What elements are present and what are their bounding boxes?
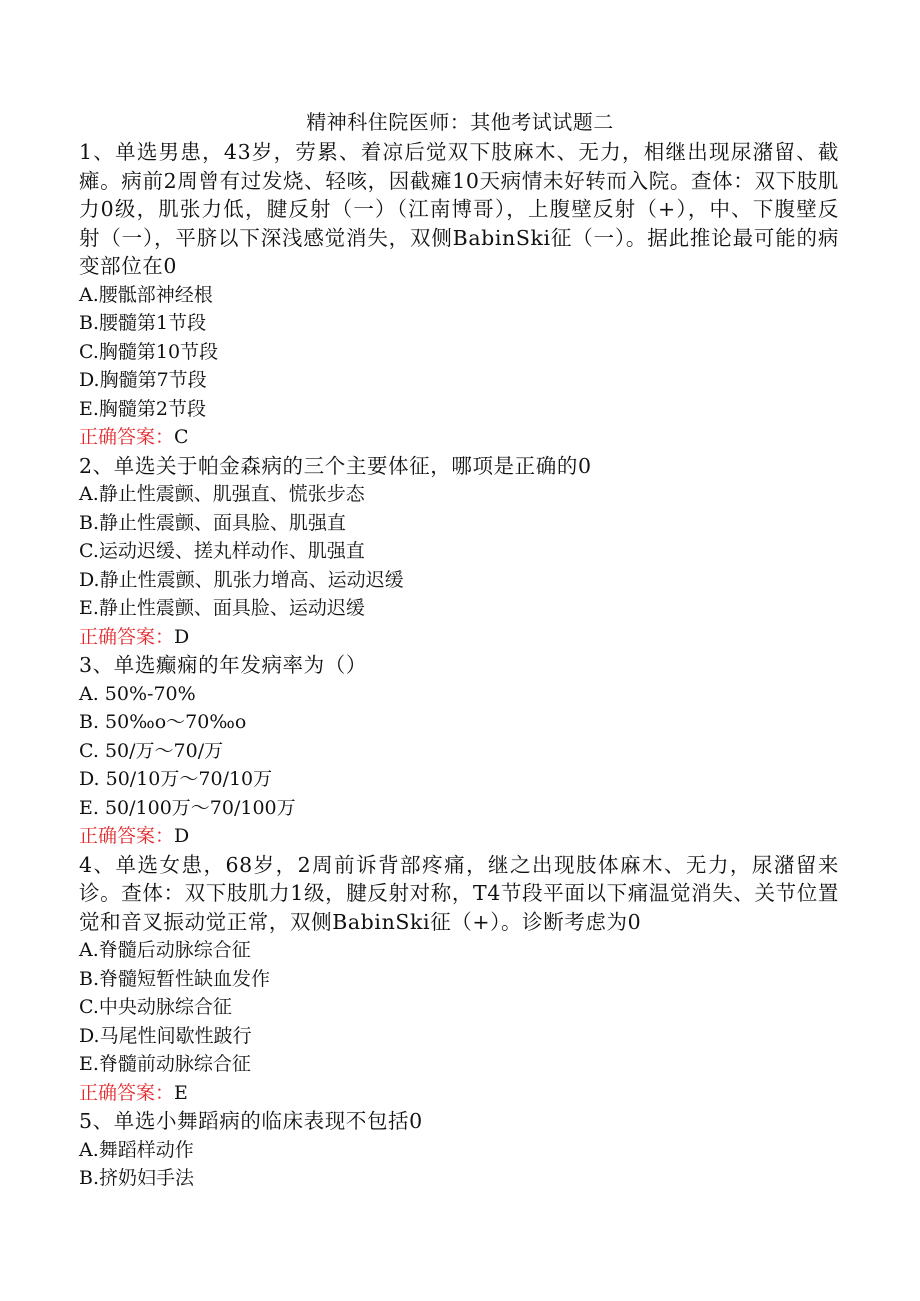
option-c: C. 50/万～70/万 — [79, 739, 224, 762]
question-1 — [79, 138, 839, 452]
answer-label: 正确答案： — [79, 1081, 175, 1104]
option-e: E.胸髓第2节段 — [79, 397, 206, 420]
answer-label: 正确答案： — [79, 825, 175, 847]
option-b: B. 50‰o～70‰o — [79, 711, 247, 733]
answer-value: D — [174, 825, 190, 847]
option-e: E.脊髓前动脉综合征 — [79, 1053, 251, 1075]
option-b: B.脊髓短暂性缺血发作 — [79, 967, 271, 990]
answer-value: C — [174, 426, 189, 448]
option-a: A.脊髓后动脉综合征 — [79, 939, 251, 961]
question-stem: 3、单选癫痫的年发病率为（） — [79, 653, 367, 677]
option-a: A. 50%-70% — [79, 682, 196, 705]
option-d: D. 50/10万～70/10万 — [79, 768, 273, 790]
option-c: C.中央动脉综合征 — [79, 996, 232, 1018]
question-stem: 4、单选女患，68岁，2周前诉背部疼痛，继之出现肢体麻木、无力，尿潴留来诊。查体：双下肢肌力1级，腱反射对称，T4节段平面以下痛温觉消失、关节位置觉和音叉振动觉正常，双侧BabinSki征（+）。诊断考虑为0 — [79, 852, 839, 934]
option-d: D.胸髓第7节段 — [79, 369, 207, 391]
option-c: C.胸髓第10节段 — [79, 340, 219, 363]
answer-label: 正确答案： — [79, 426, 175, 448]
question-4 — [79, 851, 839, 1108]
correct-answer — [79, 1079, 839, 1108]
option-d: D.静止性震颤、肌张力增高、运动迟缓 — [79, 568, 404, 591]
document-title: 精神科住院医师：其他考试试题二 — [306, 110, 614, 134]
answer-value: E — [174, 1081, 188, 1104]
option-b: B.腰髓第1节段 — [79, 312, 207, 334]
option-a: A.腰骶部神经根 — [79, 283, 213, 306]
question-stem: 1、单选男患，43岁，劳累、着凉后觉双下肢麻木、无力，相继出现尿潴留、截瘫。病前2周曾有过发烧、轻咳，因截瘫10天病情未好转而入院。查体：双下肢肌力0级，肌张力低，腱反射（一）（江南博哥），上腹壁反射（+），中、下腹壁反射（一），平脐以下深浅感觉消失，双侧BabinSki征（一）。据此推论最可能的病变部位在0 — [79, 140, 839, 278]
option-e: E.静止性震颤、面具脸、运动迟缓 — [79, 597, 365, 619]
answer-label: 正确答案： — [79, 625, 175, 648]
correct-answer — [79, 623, 839, 652]
question-stem: 5、单选小舞蹈病的临床表现不包括0 — [79, 1109, 423, 1133]
question-3 — [79, 651, 839, 851]
correct-answer — [79, 423, 839, 452]
option-b: B.挤奶妇手法 — [79, 1167, 195, 1189]
option-a: A.静止性震颤、肌强直、慌张步态 — [79, 483, 365, 505]
answer-value: D — [174, 625, 190, 648]
option-c: C.运动迟缓、搓丸样动作、肌强直 — [79, 540, 365, 562]
question-stem: 2、单选关于帕金森病的三个主要体征，哪项是正确的0 — [79, 453, 592, 478]
option-b: B.静止性震颤、面具脸、肌强直 — [79, 511, 347, 534]
option-e: E. 50/100万～70/100万 — [79, 796, 296, 819]
question-5 — [79, 1107, 839, 1193]
correct-answer — [79, 822, 839, 851]
option-d: D.马尾性间歇性跛行 — [79, 1024, 252, 1047]
question-list — [79, 138, 839, 1193]
question-2 — [79, 452, 839, 652]
option-a: A.舞蹈样动作 — [79, 1138, 194, 1161]
